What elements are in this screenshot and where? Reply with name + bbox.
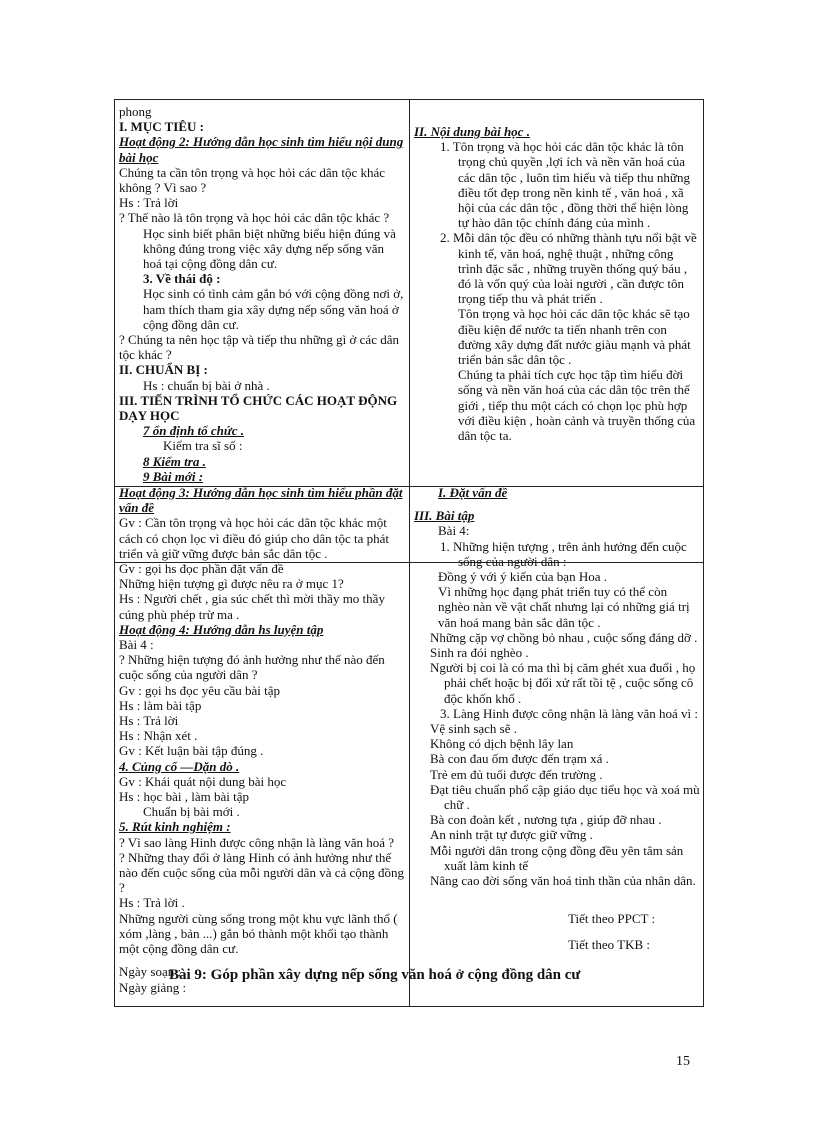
section-heading: I. Đặt vấn đề: [438, 485, 508, 500]
right-bottom-cell: [414, 485, 700, 1005]
content-text: Chúng ta phải tích cực học tập tìm hiểu đời sống và nền văn hoá của các dân tộc trên thế giới , tiếp thu một cách có chọn lọc phù hợp với điều kiện , hoàn cảnh và truyền thống của dân tộc ta.: [458, 367, 696, 444]
question: Những hiện tượng gì được nêu ra ở mục 1?: [119, 576, 344, 592]
section-heading: III. TIẾN TRÌNH TỔ CHỨC CÁC HOẠT ĐỘNG DẠY HỌC: [119, 392, 398, 424]
objective-text: Học sinh có tình cảm gắn bó với cộng đồng nơi ở, ham thích tham gia xây dựng nếp sống văn hoá ở cộng đồng dân cư.: [143, 286, 404, 332]
step-heading: 8 Kiểm tra .: [143, 453, 206, 469]
activity-heading: Hoạt động 2: Hướng dẫn học sinh tìm hiểu nội dung bài học: [119, 134, 404, 165]
list-item: Nâng cao đời sống văn hoá tinh thần của nhân dân.: [430, 873, 696, 889]
content-text: Đồng ý với ý kiến của bạn Hoa .: [438, 569, 607, 585]
section-heading: III. Bài tập: [414, 508, 475, 524]
step-heading: 5. Rút kinh nghiệm :: [119, 819, 231, 835]
text-line: Gv : Kết luận bài tập đúng .: [119, 743, 264, 759]
text-line: Hs : làm bài tập: [119, 697, 202, 713]
page-number: 15: [676, 1054, 690, 1069]
text-line: Gv : Khái quát nội dung bài học: [119, 773, 287, 789]
step-heading: 9 Bài mới :: [143, 468, 204, 484]
question: Chúng ta cần tôn trọng và học hỏi các dân tộc khác không ? Vì sao ?: [119, 164, 386, 196]
content-text: Tôn trọng và học hỏi các dân tộc khác sẽ tạo điều kiện để nước ta tiến nhanh trên con đường xây dựng đất nước giàu mạnh và phát triển bản sắc dân tộc .: [458, 306, 691, 368]
activity-heading: Hoạt động 3: Hướng dẫn học sinh tìm hiểu phần đặt vấn đề: [119, 485, 403, 516]
lesson-title: Bài 9: Góp phần xây dựng nếp sống văn hoá ở cộng đồng dân cư: [169, 967, 581, 983]
date-label: Ngày giảng :: [119, 979, 187, 995]
step-heading: 4. Củng cố —Dặn dò .: [119, 758, 240, 774]
subsection-heading: 3. Về thái độ :: [143, 271, 221, 287]
left-top-cell: [119, 104, 405, 484]
list-item: Sinh ra đói nghèo .: [430, 645, 529, 661]
period-ppct: Tiết theo PPCT :: [568, 911, 656, 926]
objective-text: Học sinh biết phân biệt những biểu hiện đúng và không đúng trong việc xây dựng nếp sống văn hoá tại cộng đồng dân cư.: [143, 225, 396, 272]
question: ? Những thay đổi ở làng Hinh có ảnh hưởng như thế nào đến cuộc sống của mỗi người dân và cả cộng đồng ?: [119, 849, 405, 896]
list-item: Bà con đau ốm được đến trạm xá .: [430, 751, 609, 767]
text-line: Hs : Nhận xét .: [119, 728, 198, 744]
content-item: 3. Làng Hinh được công nhận là làng văn hoá vì :: [440, 705, 698, 721]
text-line: Hs : chuẩn bị bài ở nhà .: [143, 377, 270, 393]
section-heading: II. Nội dung bài học .: [414, 124, 530, 139]
question: ? Thế nào là tôn trọng và học hỏi các dân tộc khác ?: [119, 210, 390, 226]
left-bottom-cell: [119, 485, 405, 1005]
lesson-table: [114, 99, 704, 1007]
list-item: Những cặp vợ chồng bỏ nhau , cuộc sống đáng dỡ .: [430, 629, 698, 645]
list-item: An ninh trật tự được giữ vững .: [430, 827, 593, 843]
section-heading: II. CHUẨN BỊ :: [119, 362, 208, 378]
lesson-notes: [568, 906, 655, 958]
period-tkb: Tiết theo TKB :: [568, 937, 650, 952]
text-line: Gv : gọi hs đọc yêu cầu bài tập: [119, 682, 281, 698]
answer: Hs : Người chết , gia súc chết thì mời thầy mo thầy cúng phù phép trừ ma .: [119, 591, 385, 622]
list-item: Vệ sinh sạch sẽ .: [430, 721, 518, 737]
text-line: Hs : học bài , làm bài tập: [119, 789, 249, 805]
text-line: Bài 4:: [438, 523, 470, 539]
right-top-cell: [414, 124, 700, 484]
question: ? Vì sao làng Hinh được công nhận là làng văn hoá ?: [119, 834, 395, 850]
content-item: 2. Mỗi dân tộc đều có những thành tựu nổi bật về kinh tế, văn hoá, nghệ thuật , những công trình đặc sắc , những truyền thống quý báu , đó là vốn quý của loài người , cần được tôn trọng tiếp thu và phát triển .: [440, 230, 697, 307]
question: ? Chúng ta nên học tập và tiếp thu những gì ở các dân tộc khác ?: [119, 332, 399, 363]
list-item: Trẻ em đủ tuổi được đến trường .: [430, 766, 603, 782]
text-line: Những người cùng sống trong một khu vực lãnh thổ ( xóm ,làng , bản ...) gắn bó thành một khối tạo thành một cộng đồng dân cư.: [119, 910, 398, 957]
activity-heading: Hoạt động 4: Hướng dẫn hs luyện tập: [119, 621, 324, 637]
list-item: Mỗi người dân trong cộng đồng đều yên tâm sản xuất làm kinh tế: [430, 842, 684, 873]
list-item: Không có dịch bệnh lây lan: [430, 736, 574, 752]
content-text: Vì những học đạng phát triển tuy có thể còn nghèo nàn về vật chất nhưng lại có những giá trị văn hoá mang bản sắc dân tộc .: [438, 584, 690, 630]
section-heading: I. MỤC TIÊU :: [119, 119, 204, 135]
answer: Hs : Trả lời .: [119, 895, 185, 911]
text-line: Gv : Cần tôn trọng và học hỏi các dân tộc khác một cách có chọn lọc vì điều đó giúp cho dân tộc ta phát triển và giữ vững được bản sắc dân tộc .: [119, 515, 390, 561]
list-item: Bà con đoàn kết , nương tựa , giúp đỡ nhau .: [430, 812, 662, 828]
text-line: Hs : Trả lời: [119, 713, 179, 729]
text-line: Gv : gọi hs đọc phần đặt vấn đề: [119, 561, 284, 577]
date-label: Ngày soạn :: [119, 964, 182, 980]
column-divider: [409, 100, 410, 1006]
text-line: Chuẩn bị bài mới .: [143, 804, 240, 820]
question: ? Những hiện tượng đó ảnh hưởng như thế nào đến cuộc sống của người dân ?: [119, 652, 385, 683]
content-item: 1. Những hiện tượng , trên ảnh hưởng đến cuộc sống của người dân :: [440, 538, 687, 569]
step-heading: 7 ổn định tổ chức .: [143, 423, 244, 439]
content-item: 1. Tôn trọng và học hỏi các dân tộc khác là tôn trọng chủ quyền ,lợi ích và nền văn hoá của các dân tộc , luôn tìm hiểu và tiếp thu những điều tốt đẹp trong nền kinh tế , văn hoá , xã hội của các dân tộc , đồng thời thể hiện lòng tự hào dân tộc chính đáng của mình .: [440, 139, 690, 231]
text-line: Kiểm tra sĩ số :: [163, 438, 243, 454]
list-item: Người bị coi là có ma thì bị căm ghét xua đuổi , họ phải chết hoặc bị đối xử rất tồi tệ , cuộc sống cô độc khốn khổ .: [430, 660, 696, 706]
text-line: phong: [119, 104, 152, 119]
text-line: Bài 4 :: [119, 637, 154, 653]
answer: Hs : Trả lời: [119, 195, 179, 211]
list-item: Đạt tiêu chuẩn phổ cập giáo dục tiểu học và xoá mù chữ .: [430, 781, 700, 813]
